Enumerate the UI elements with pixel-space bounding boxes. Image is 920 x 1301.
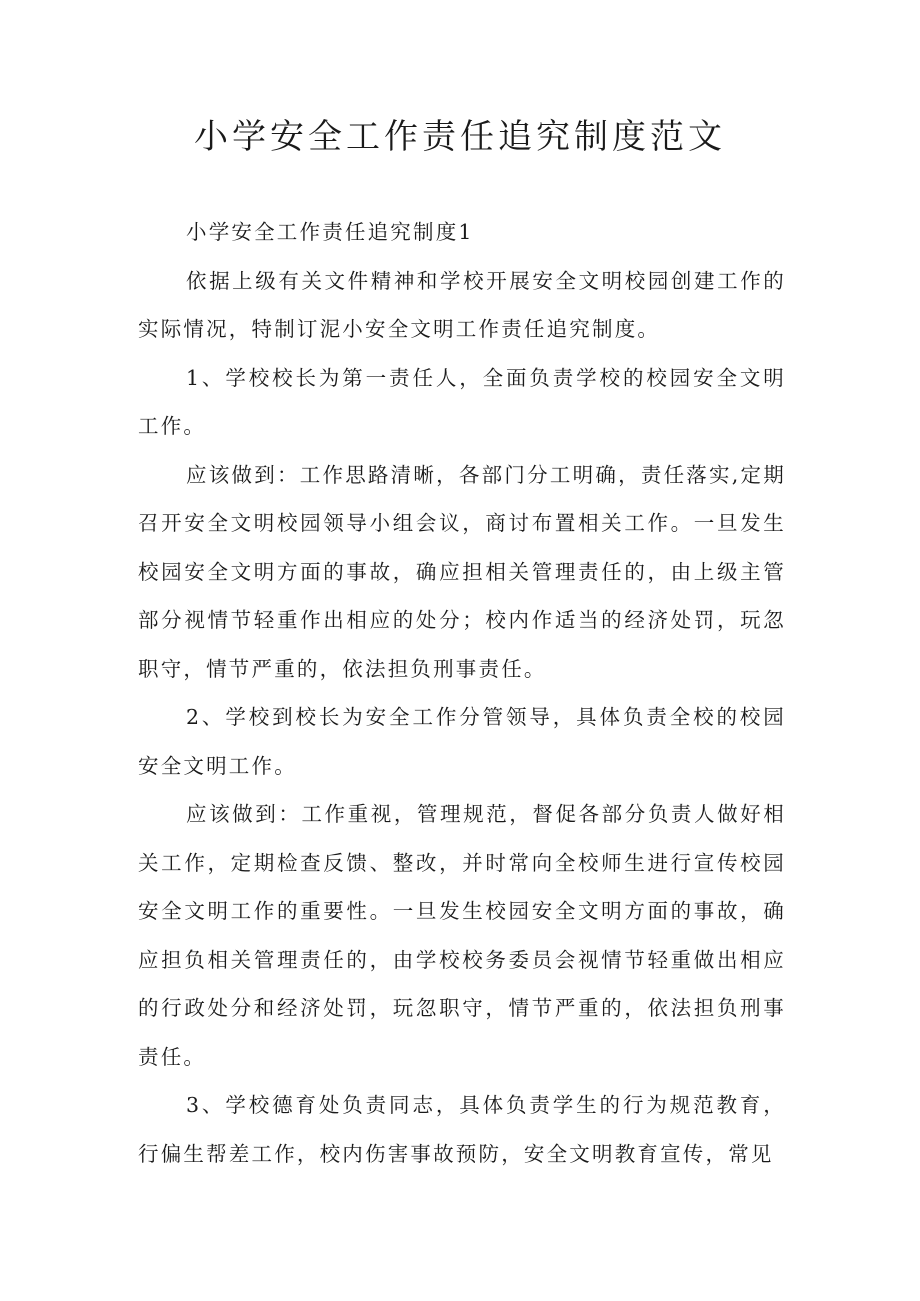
paragraph: 2、学校到校长为安全工作分管领导，具体负责全校的校园安全文明工作。 bbox=[138, 705, 786, 778]
document-body bbox=[138, 208, 786, 1178]
paragraph: 依据上级有关文件精神和学校开展安全文明校园创建工作的实际情况，特制订泥小安全文明工作责任追究制度。 bbox=[138, 268, 786, 341]
document-title: 小学安全工作责任追究制度范文 bbox=[194, 117, 726, 157]
paragraph: 1、学校校长为第一责任人，全面负责学校的校园安全文明工作。 bbox=[138, 365, 786, 438]
paragraph: 3、学校德育处负责同志，具体负责学生的行为规范教育，行偏生帮差工作，校内伤害事故预防，安全文明教育宣传，常见 bbox=[138, 1093, 786, 1166]
paragraph: 应该做到：工作思路清晰，各部门分工明确，责任落实,定期召开安全文明校园领导小组会议，商讨布置相关工作。一旦发生校园安全文明方面的事故，确应担相关管理责任的，由上级主管部分视情节轻重作出相应的处分；校内作适当的经济处罚，玩忽职守，情节严重的，依法担负刑事责任。 bbox=[138, 462, 786, 681]
section-heading: 小学安全工作责任追究制度1 bbox=[186, 220, 474, 244]
paragraph: 应该做到：工作重视，管理规范，督促各部分负责人做好相关工作，定期检查反馈、整改，并时常向全校师生进行宣传校园安全文明工作的重要性。一旦发生校园安全文明方面的事故，确应担负相关管理责任的，由学校校务委员会视情节轻重做出相应的行政处分和经济处罚，玩忽职守，情节严重的，依法担负刑事责任。 bbox=[138, 802, 786, 1069]
